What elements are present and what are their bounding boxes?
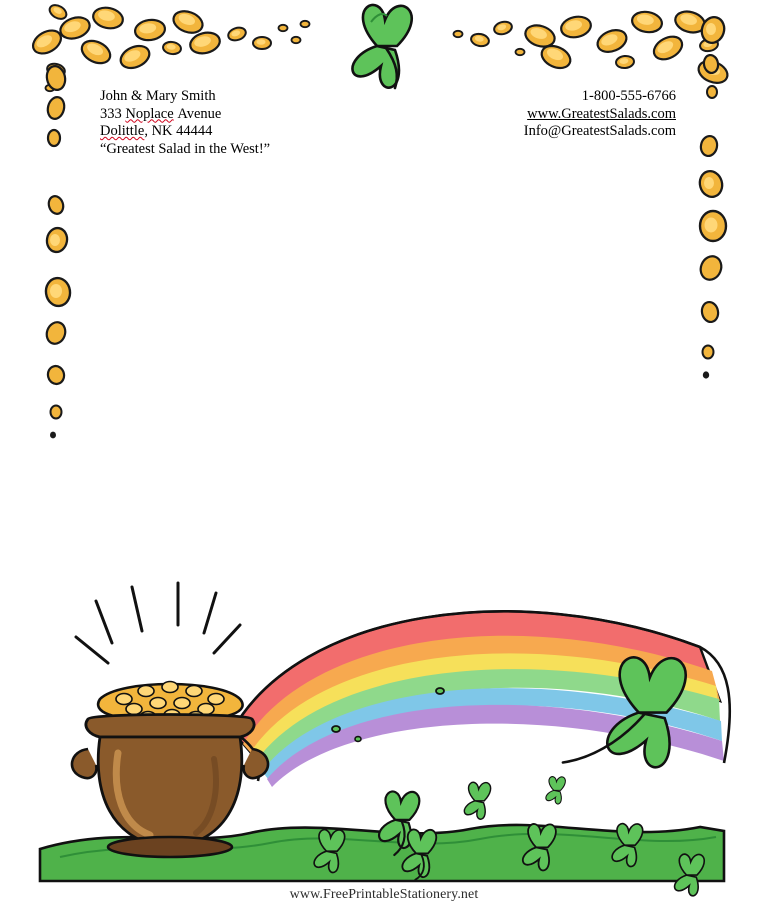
rainbow (232, 611, 730, 787)
grass-with-clovers (40, 825, 724, 881)
sender-city-state-zip (100, 123, 270, 141)
sender-city-misspelled-word: Dolittle (100, 123, 145, 139)
top-coin-border (0, 0, 768, 100)
grass-clovers (314, 657, 704, 896)
footer-credit: www.FreePrintableStationery.net (289, 887, 479, 902)
sparkle-rays (76, 583, 240, 663)
contact-block (524, 88, 676, 141)
left-coin-border (20, 60, 90, 450)
bottom-illustration (0, 581, 768, 901)
pot-of-gold (72, 682, 268, 858)
sender-street-misspelled-word: Noplace (125, 105, 174, 122)
sender-street: 333 Noplace Avenue (100, 105, 222, 122)
contact-email[interactable]: Info@GreatestSalads.com (523, 123, 676, 139)
right-coin-border (658, 0, 748, 450)
sender-state-zip: , NK 44444 (144, 123, 213, 139)
sender-address-block (100, 88, 270, 158)
contact-phone: 1-800-555-6766 (581, 88, 676, 104)
top-center-clover (352, 5, 411, 88)
sender-name: John & Mary Smith (100, 88, 216, 104)
sender-tagline: “Greatest Salad in the West!” (100, 140, 271, 157)
contact-website[interactable]: www.GreatestSalads.com (527, 105, 676, 122)
